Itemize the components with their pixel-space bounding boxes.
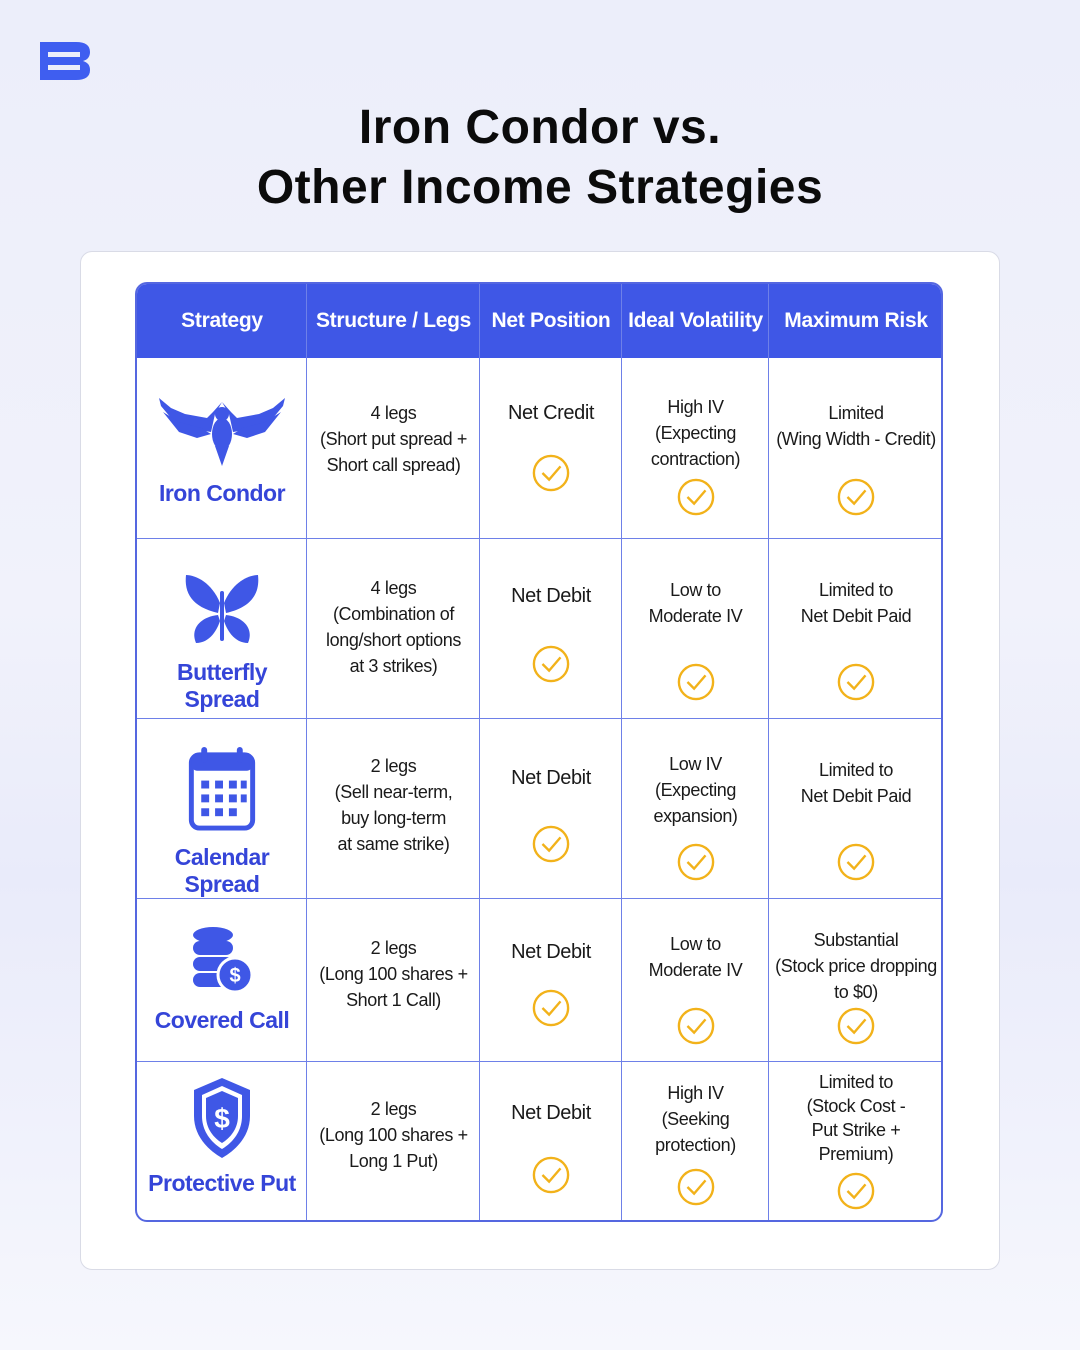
svg-text:$: $ [214,1103,230,1134]
check-icon [532,825,570,863]
table-row [137,719,307,898]
comparison-table [135,282,943,1222]
check-icon [837,1172,875,1210]
volatility-text: Low to Moderate IV [648,580,743,626]
structure-cell [307,899,480,1061]
risk-cell [769,719,943,898]
volatility-text: High IV (Seeking protection) [655,1083,736,1155]
strategy-name: Butterfly Spread [176,659,268,712]
volatility-text: Low IV (Expecting expansion) [653,754,738,826]
header-net-position: Net Position [491,309,611,332]
volatility-text: Low to Moderate IV [648,934,743,980]
header-strategy: Strategy [181,309,263,332]
structure-text: 2 legs (Long 100 shares + Short 1 Call) [319,938,468,1010]
net-position-cell [480,539,622,718]
check-icon [837,1007,875,1045]
calendar-icon [187,745,257,832]
header-structure: Structure / Legs [315,309,472,332]
table-row [137,899,307,1061]
strategy-name: Calendar Spread [174,844,270,897]
risk-cell [769,1062,943,1222]
net-position-text: Net Debit [511,1102,591,1124]
strategy-name: Protective Put [148,1170,296,1196]
coins-stack-icon [189,925,255,997]
net-position-cell [480,1062,622,1222]
page-title-line-2: Other Income Strategies [256,161,824,214]
table-row [137,1062,307,1222]
risk-text: Limited (Wing Width - Credit) [776,403,936,449]
structure-cell [307,1062,480,1222]
strategy-name: Covered Call [154,1007,290,1033]
volatility-cell [622,539,769,718]
net-position-text: Net Debit [511,585,591,607]
shield-dollar-icon [190,1076,254,1160]
page-title-line-1: Iron Condor vs. [358,101,722,154]
check-icon [677,663,715,701]
check-icon [532,645,570,683]
check-icon [837,478,875,516]
risk-text: Limited to Net Debit Paid [800,580,912,626]
structure-cell [307,358,480,538]
header-ideal-volatility: Ideal Volatility [628,309,763,332]
check-icon [532,989,570,1027]
structure-text: 2 legs (Long 100 shares + Long 1 Put) [319,1099,468,1171]
volatility-cell [622,358,769,538]
header-maximum-risk: Maximum Risk [784,309,928,332]
structure-cell [307,539,480,718]
check-icon [677,478,715,516]
check-icon [677,1007,715,1045]
check-icon [532,1156,570,1194]
net-position-cell [480,358,622,538]
risk-cell [769,358,943,538]
volatility-text: High IV (Expecting contraction) [650,397,741,469]
volatility-cell [622,719,769,898]
structure-cell [307,719,480,898]
check-icon [677,1168,715,1206]
check-icon [837,663,875,701]
table-row [137,358,307,538]
eagle-icon [157,392,287,466]
net-position-text: Net Credit [507,402,595,424]
risk-text: Limited to (Stock Cost - Put Strike + Premium) [806,1072,906,1164]
risk-text: Substantial (Stock price dropping to $0) [775,930,937,1002]
risk-cell [769,539,943,718]
volatility-cell [622,899,769,1061]
check-icon [532,454,570,492]
structure-text: 4 legs (Combination of long/short options at 3 strikes) [326,578,461,676]
risk-cell [769,899,943,1061]
net-position-cell [480,719,622,898]
svg-text:$: $ [229,965,241,987]
structure-text: 4 legs (Short put spread + Short call spread) [320,403,467,475]
structure-text: 2 legs (Sell near-term, buy long-term at same strike) [334,756,453,854]
check-icon [837,843,875,881]
table-header [137,284,941,358]
brand-logo [40,42,90,80]
butterfly-icon [182,573,262,649]
net-position-cell [480,899,622,1061]
risk-text: Limited to Net Debit Paid [800,760,912,806]
net-position-text: Net Debit [511,767,591,789]
table-row [137,539,307,718]
strategy-name: Iron Condor [158,480,286,506]
net-position-text: Net Debit [511,941,591,963]
check-icon [677,843,715,881]
volatility-cell [622,1062,769,1222]
